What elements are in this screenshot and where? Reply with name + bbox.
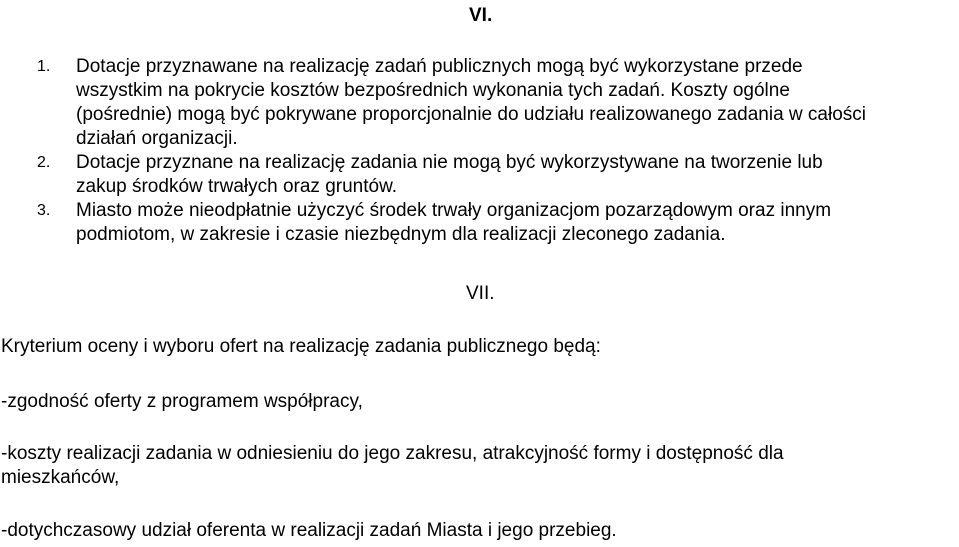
list-item-number: 2. bbox=[37, 154, 51, 171]
list-item-text: Dotacje przyznane na realizację zadania nie mogą być wykorzystywane na tworzenie lub zakup środków trwałych oraz gruntów. bbox=[76, 152, 823, 197]
criteria-item: -zgodność oferty z programem współpracy, bbox=[1, 391, 363, 412]
list-item-number: 3. bbox=[37, 202, 51, 219]
section-heading-vi: VI. bbox=[469, 5, 493, 26]
list-item-text: Miasto może nieodpłatnie użyczyć środek trwały organizacjom pozarządowym oraz innym podmiotom, w zakresie i czasie niezbędnym dla realizacji zleconego zadania. bbox=[76, 200, 832, 245]
list-item-text: Dotacje przyznawane na realizację zadań publicznych mogą być wykorzystane przede wszystkim na pokrycie kosztów bezpośrednich wykonania tych zadań. Koszty ogólne (pośrednie) mogą być pokrywane proporcjonalnie do udziału realizowanego zadania w całości działań organizacji. bbox=[76, 56, 867, 149]
criteria-item: -koszty realizacji zadania w odniesieniu do jego zakresu, atrakcyjność formy i dostępność dla mieszkańców, bbox=[1, 443, 784, 488]
list-item-number: 1. bbox=[37, 58, 51, 75]
criteria-item: -dotychczasowy udział oferenta w realizacji zadań Miasta i jego przebieg. bbox=[1, 520, 617, 541]
section-heading-vii: VII. bbox=[466, 283, 495, 304]
criteria-intro: Kryterium oceny i wyboru ofert na realizację zadania publicznego będą: bbox=[1, 336, 601, 357]
